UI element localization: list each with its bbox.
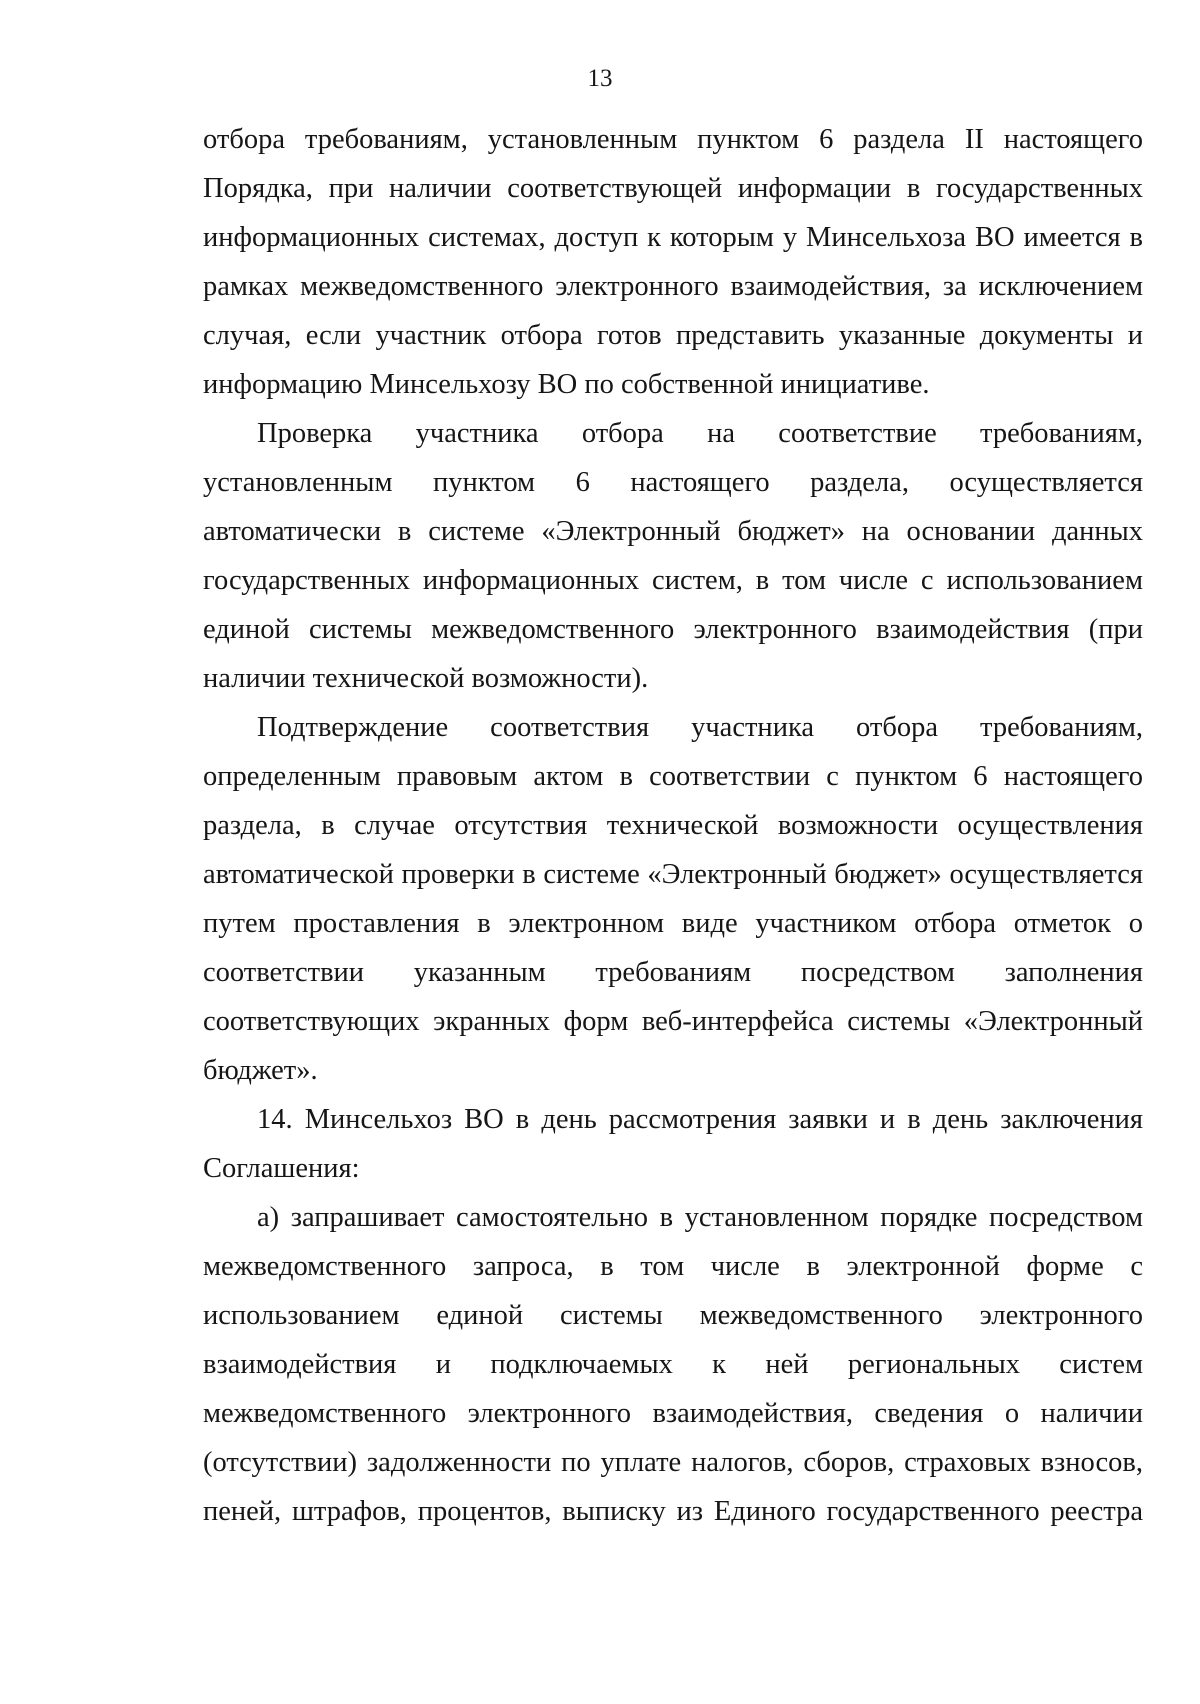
text-line: информацию Минсельхозу ВО по собственной инициативе. <box>203 369 930 400</box>
text-line: рамках межведомственного электронного взаимодействия, за исключением <box>203 271 1143 302</box>
text-line: наличии технической возможности). <box>203 663 649 694</box>
document-body <box>203 115 1143 1536</box>
text-line: определенным правовым актом в соответствии с пунктом 6 настоящего <box>203 761 1143 792</box>
text-line: бюджет». <box>203 1055 318 1086</box>
text-line: автоматически в системе «Электронный бюджет» на основании данных <box>203 516 1143 547</box>
text-line: соответствии указанным требованиям посредством заполнения <box>203 957 1143 988</box>
text-line: соответствующих экранных форм веб-интерфейса системы «Электронный <box>203 1006 1143 1037</box>
text-line: Подтверждение соответствия участника отбора требованиям, <box>257 712 1143 743</box>
text-line: раздела, в случае отсутствия технической возможности осуществления <box>203 810 1143 841</box>
text-line: автоматической проверки в системе «Электронный бюджет» осуществляется <box>203 859 1143 890</box>
text-line: случая, если участник отбора готов представить указанные документы и <box>203 320 1143 351</box>
text-line: (отсутствии) задолженности по уплате налогов, сборов, страховых взносов, <box>203 1447 1143 1478</box>
text-line: межведомственного электронного взаимодействия, сведения о наличии <box>203 1398 1143 1429</box>
text-line: государственных информационных систем, в том числе с использованием <box>203 565 1143 596</box>
text-line: Порядка, при наличии соответствующей информации в государственных <box>203 173 1143 204</box>
text-line: а) запрашивает самостоятельно в установленном порядке посредством <box>257 1202 1143 1233</box>
text-line: Соглашения: <box>203 1153 360 1184</box>
text-line: межведомственного запроса, в том числе в электронной форме с <box>203 1251 1143 1282</box>
text-line: 14. Минсельхоз ВО в день рассмотрения заявки и в день заключения <box>257 1104 1143 1135</box>
text-line: пеней, штрафов, процентов, выписку из Единого государственного реестра <box>203 1496 1143 1527</box>
text-line: информационных системах, доступ к которым у Минсельхоза ВО имеется в <box>203 222 1143 253</box>
page-number: 13 <box>587 65 613 92</box>
text-line: установленным пунктом 6 настоящего раздела, осуществляется <box>203 467 1143 498</box>
text-line: отбора требованиям, установленным пунктом 6 раздела II настоящего <box>203 124 1143 155</box>
text-line: путем проставления в электронном виде участником отбора отметок о <box>203 908 1143 939</box>
text-line: единой системы межведомственного электронного взаимодействия (при <box>203 614 1143 645</box>
text-line: использованием единой системы межведомственного электронного <box>203 1300 1143 1331</box>
text-line: взаимодействия и подключаемых к ней региональных систем <box>203 1349 1143 1380</box>
text-line: Проверка участника отбора на соответствие требованиям, <box>257 418 1143 449</box>
